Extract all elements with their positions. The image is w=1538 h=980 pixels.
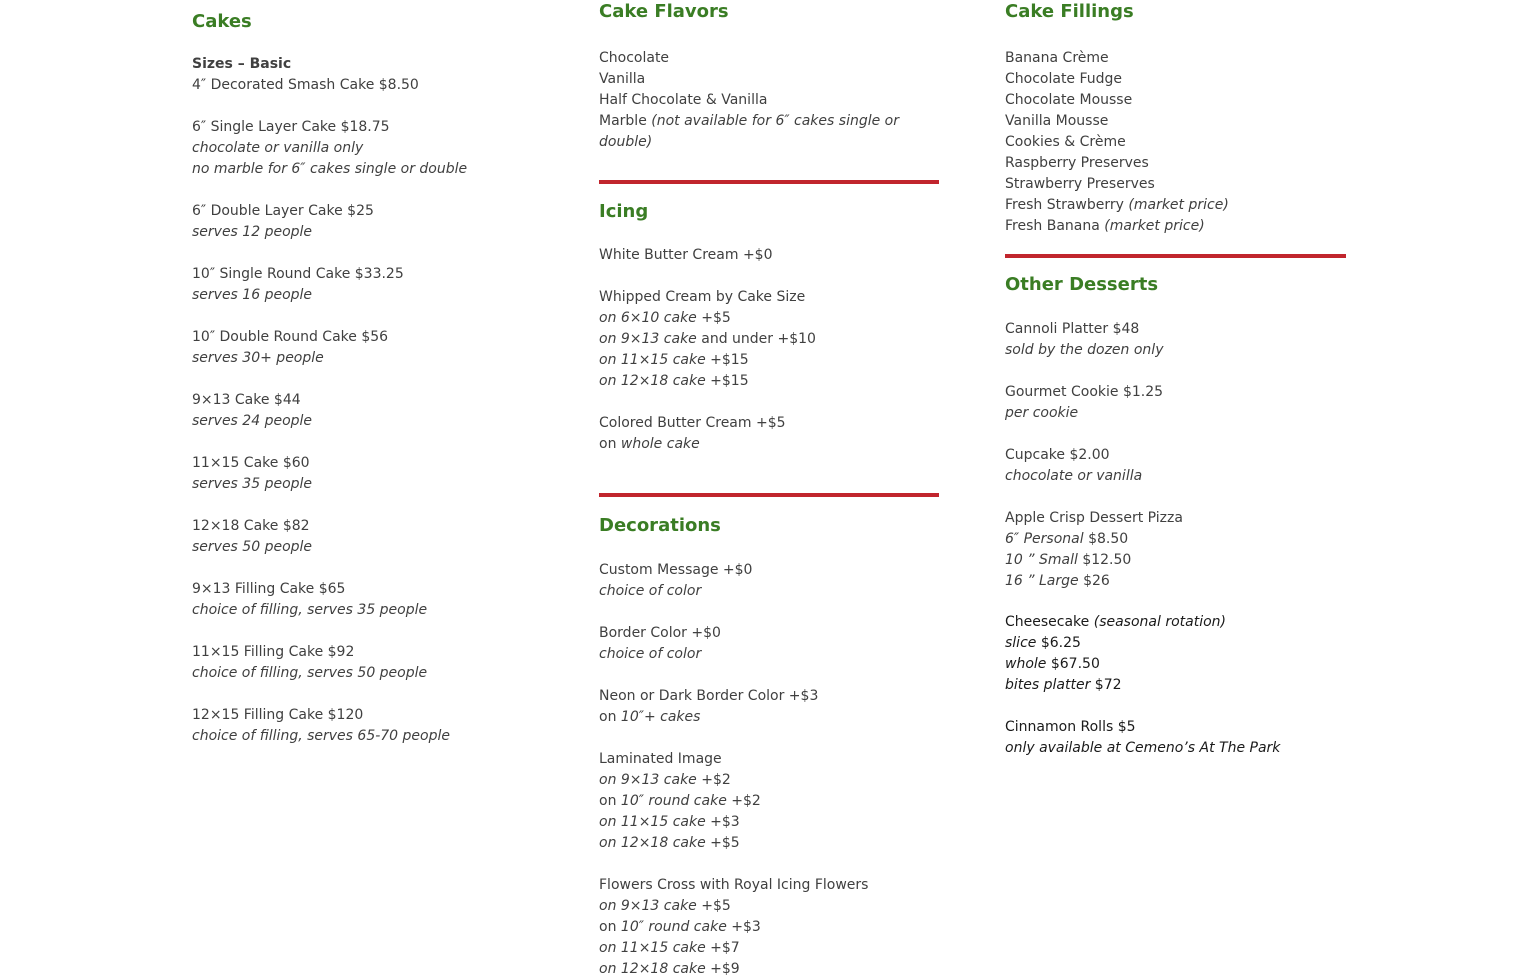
cake-size-note: serves 12 people [192,224,313,240]
whipped-size-line: on 11×15 cake +$15 [599,352,749,368]
whipped-size-line: on 9×13 cake and under +$10 [599,331,816,347]
cake-size-item: 12×18 Cake $82 [192,518,310,534]
pizza-size-line: 10 ” Small $12.50 [1005,552,1132,568]
cake-size-item: 6″ Single Layer Cake $18.75 [192,119,390,135]
whipped-size-list [599,308,939,392]
cannoli-name: Cannoli Platter $48 [1005,321,1140,337]
cakes-column [192,0,552,747]
cheesecake-size-line: whole $67.50 [1005,656,1100,672]
cinnamon-name: Cinnamon Rolls $5 [1005,719,1136,735]
flavor-item: Half Chocolate & Vanilla [599,92,768,108]
cake-size-note: choice of filling, serves 50 people [192,665,428,681]
cake-size-note: serves 24 people [192,413,313,429]
whipped-size-line: on 6×10 cake +$5 [599,310,731,326]
cinnamon-note: only available at Cemeno’s At The Park [1005,740,1281,756]
cakes-heading: Cakes [192,11,252,32]
flowers-size-line: on 9×13 cake +$5 [599,898,731,914]
pizza-size-line: 6″ Personal $8.50 [1005,531,1129,547]
decorations-heading: Decorations [599,515,721,536]
filling-fresh-banana: Fresh Banana (market price) [1005,218,1205,234]
cheesecake-size-line: slice $6.25 [1005,635,1081,651]
fillings-heading: Cake Fillings [1005,1,1134,22]
marble-label: Marble [599,113,647,129]
cake-size-note: no marble for 6″ cakes single or double [192,161,468,177]
icing-whipped-name: Whipped Cream by Cake Size [599,289,806,305]
cake-size-item: 4″ Decorated Smash Cake $8.50 [192,77,419,93]
cake-size-item: 9×13 Filling Cake $65 [192,581,346,597]
cupcake-note: chocolate or vanilla [1005,468,1143,484]
filling-fresh-strawberry: Fresh Strawberry (market price) [1005,197,1229,213]
cake-size-note: serves 50 people [192,539,313,555]
cake-size-note: choice of filling, serves 35 people [192,602,428,618]
flavor-list [599,48,939,111]
flowers-size-line: on 12×18 cake +$9 [599,961,740,977]
right-column [1005,0,1346,759]
filling-item: Chocolate Fudge [1005,71,1123,87]
filling-item: Banana Crème [1005,50,1109,66]
cake-size-item: 12×15 Filling Cake $120 [192,707,364,723]
middle-column [599,0,939,980]
cupcake-name: Cupcake $2.00 [1005,447,1110,463]
cake-size-item: 10″ Double Round Cake $56 [192,329,389,345]
icing-colored-scope: on whole cake [599,436,700,452]
deco-flowers-name: Flowers Cross with Royal Icing Flowers [599,877,869,893]
cookie-name: Gourmet Cookie $1.25 [1005,384,1164,400]
filling-item: Raspberry Preserves [1005,155,1149,171]
flowers-size-line: on 11×15 cake +$7 [599,940,740,956]
sizes-heading: Sizes – Basic [192,56,292,72]
pizza-size-line: 16 ” Large $26 [1005,573,1110,589]
deco-laminated-name: Laminated Image [599,751,722,767]
filling-item: Chocolate Mousse [1005,92,1133,108]
icing-heading: Icing [599,201,649,222]
flowers-size-line: on 10″ round cake +$3 [599,919,761,935]
cookie-note: per cookie [1005,405,1079,421]
filling-item: Strawberry Preserves [1005,176,1155,192]
cake-list [192,75,552,747]
cake-size-note: serves 30+ people [192,350,324,366]
cake-size-note: chocolate or vanilla only [192,140,364,156]
cake-size-item: 6″ Double Layer Cake $25 [192,203,374,219]
cake-size-item: 10″ Single Round Cake $33.25 [192,266,404,282]
cheesecake-size-line: bites platter $72 [1005,677,1122,693]
laminated-size-line: on 11×15 cake +$3 [599,814,740,830]
other-desserts-heading: Other Desserts [1005,274,1159,295]
filling-item: Cookies & Crème [1005,134,1126,150]
icing-colored-name: Colored Butter Cream +$5 [599,415,786,431]
cake-size-item: 11×15 Cake $60 [192,455,310,471]
deco-custom-note: choice of color [599,583,702,599]
flavor-marble [599,111,939,153]
cheesecake-name: Cheesecake (seasonal rotation) [1005,614,1227,630]
deco-neon-scope: on 10″+ cakes [599,709,701,725]
cake-size-note: serves 16 people [192,287,313,303]
laminated-size-line: on 12×18 cake +$5 [599,835,740,851]
deco-border-name: Border Color +$0 [599,625,721,641]
filling-list [1005,48,1346,195]
pizza-name: Apple Crisp Dessert Pizza [1005,510,1183,526]
flavor-item: Chocolate [599,50,670,66]
deco-custom-name: Custom Message +$0 [599,562,753,578]
laminated-size-line: on 9×13 cake +$2 [599,772,731,788]
whipped-size-line: on 12×18 cake +$15 [599,373,749,389]
cake-size-item: 9×13 Cake $44 [192,392,301,408]
flavor-item: Vanilla [599,71,646,87]
cake-size-item: 11×15 Filling Cake $92 [192,644,355,660]
laminated-size-line: on 10″ round cake +$2 [599,793,761,809]
deco-border-note: choice of color [599,646,702,662]
icing-white: White Butter Cream +$0 [599,247,773,263]
cake-size-note: serves 35 people [192,476,313,492]
cannoli-note: sold by the dozen only [1005,342,1164,358]
filling-item: Vanilla Mousse [1005,113,1109,129]
deco-neon-name: Neon or Dark Border Color +$3 [599,688,819,704]
marble-note: (not available for 6″ cakes single or double) [599,113,899,150]
cake-size-note: choice of filling, serves 65-70 people [192,728,450,744]
flavors-heading: Cake Flavors [599,1,729,22]
